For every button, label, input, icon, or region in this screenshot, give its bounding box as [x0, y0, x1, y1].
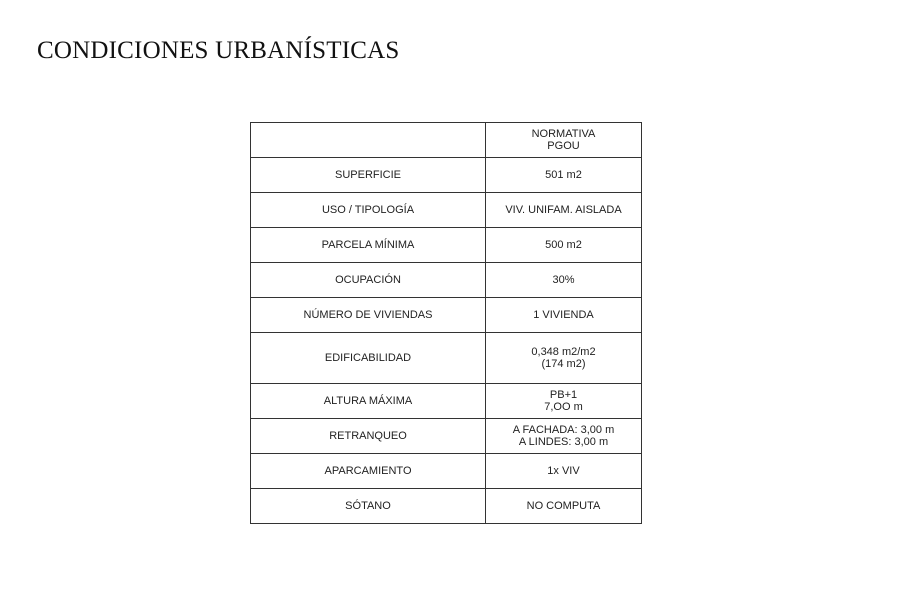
row-value: NO COMPUTA — [486, 489, 642, 524]
table-row — [251, 384, 642, 419]
table-row — [251, 263, 642, 298]
row-value: PB+1 7,OO m — [486, 384, 642, 419]
table-row — [251, 158, 642, 193]
row-label: SUPERFICIE — [251, 158, 486, 193]
table-row — [251, 228, 642, 263]
row-value: VIV. UNIFAM. AISLADA — [486, 193, 642, 228]
header-cell-normativa: NORMATIVA PGOU — [486, 123, 642, 158]
row-value: A FACHADA: 3,00 m A LINDES: 3,00 m — [486, 419, 642, 454]
row-label: OCUPACIÓN — [251, 263, 486, 298]
row-label: SÓTANO — [251, 489, 486, 524]
row-label: USO / TIPOLOGÍA — [251, 193, 486, 228]
row-label: RETRANQUEO — [251, 419, 486, 454]
table-header-row — [251, 123, 642, 158]
urban-conditions-table — [250, 122, 642, 524]
row-value: 1x VIV — [486, 454, 642, 489]
row-value: 1 VIVIENDA — [486, 298, 642, 333]
table-row — [251, 333, 642, 384]
page-title: CONDICIONES URBANÍSTICAS — [37, 37, 400, 64]
table-row — [251, 193, 642, 228]
row-label: EDIFICABILIDAD — [251, 333, 486, 384]
row-value: 30% — [486, 263, 642, 298]
header-cell-empty — [251, 123, 486, 158]
row-label: APARCAMIENTO — [251, 454, 486, 489]
row-label: ALTURA MÁXIMA — [251, 384, 486, 419]
table-row — [251, 298, 642, 333]
table-row — [251, 419, 642, 454]
row-value: 500 m2 — [486, 228, 642, 263]
row-value: 501 m2 — [486, 158, 642, 193]
row-value: 0,348 m2/m2 (174 m2) — [486, 333, 642, 384]
table-row — [251, 489, 642, 524]
row-label: PARCELA MÍNIMA — [251, 228, 486, 263]
row-label: NÚMERO DE VIVIENDAS — [251, 298, 486, 333]
table-row — [251, 454, 642, 489]
